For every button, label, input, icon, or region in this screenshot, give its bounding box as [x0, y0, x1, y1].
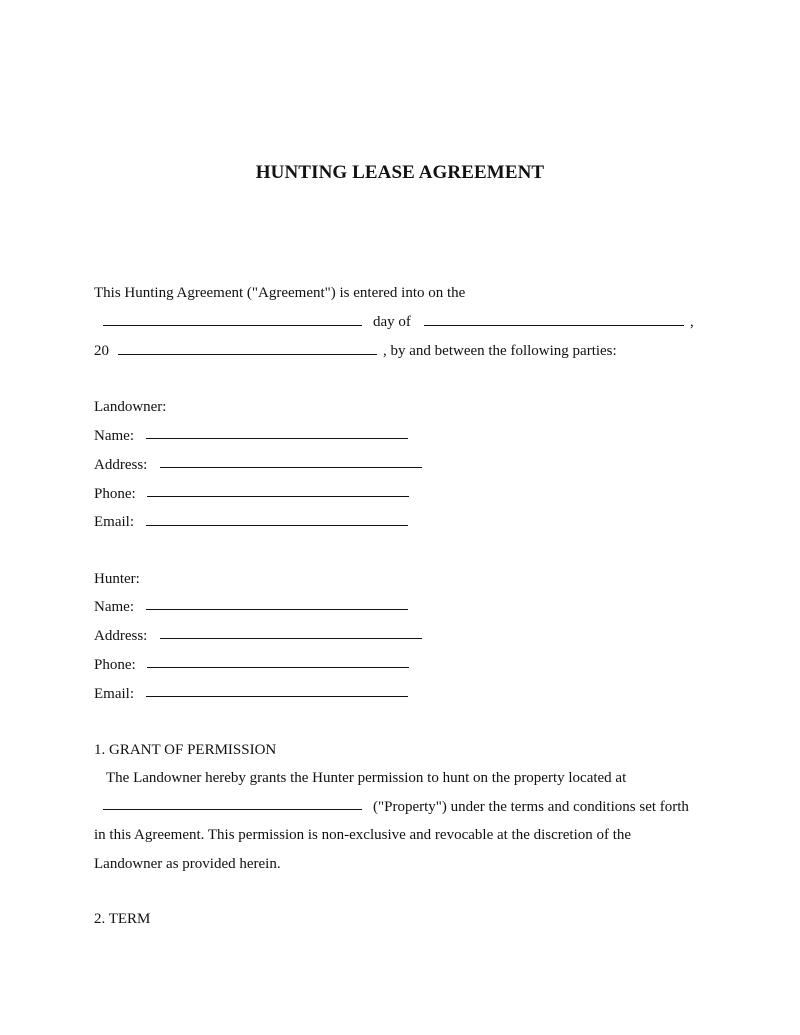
hunter-phone-label: Phone: — [94, 657, 136, 673]
landowner-name-label: Name: — [94, 428, 134, 444]
year-blank[interactable] — [118, 354, 377, 355]
hunter-phone-field[interactable] — [147, 667, 409, 668]
section1-line1: The Landowner hereby grants the Hunter permission to hunt on the property located at — [106, 770, 627, 786]
document-title: HUNTING LEASE AGREEMENT — [255, 162, 545, 183]
hunter-address-field[interactable] — [160, 638, 422, 639]
landowner-heading: Landowner: — [94, 399, 167, 415]
section1-line3: in this Agreement. This permission is non-exclusive and revocable at the discretion of the — [94, 827, 632, 843]
parties-text: , by and between the following parties: — [383, 343, 617, 359]
landowner-address-label: Address: — [94, 457, 148, 473]
hunter-email-field[interactable] — [146, 696, 408, 697]
property-suffix: ("Property") under the terms and conditions set forth — [373, 799, 689, 815]
landowner-email-label: Email: — [94, 514, 134, 530]
hunter-email-label: Email: — [94, 686, 134, 702]
comma-text: , — [690, 314, 694, 330]
landowner-address-field[interactable] — [160, 467, 422, 468]
year-prefix: 20 — [94, 343, 109, 359]
landowner-phone-label: Phone: — [94, 486, 136, 502]
month-blank[interactable] — [424, 325, 684, 326]
hunter-name-field[interactable] — [146, 609, 408, 610]
section2-heading: 2. TERM — [94, 911, 151, 927]
day-blank[interactable] — [103, 325, 362, 326]
landowner-name-field[interactable] — [146, 438, 408, 439]
intro-text: This Hunting Agreement ("Agreement") is entered into on the — [94, 285, 466, 301]
hunter-name-label: Name: — [94, 599, 134, 615]
hunter-heading: Hunter: — [94, 571, 140, 587]
section1-line4: Landowner as provided herein. — [94, 856, 281, 872]
hunter-address-label: Address: — [94, 628, 148, 644]
landowner-phone-field[interactable] — [147, 496, 409, 497]
day-of-text: day of — [373, 314, 411, 330]
landowner-email-field[interactable] — [146, 525, 408, 526]
property-blank[interactable] — [103, 809, 362, 810]
section1-heading: 1. GRANT OF PERMISSION — [94, 742, 277, 758]
